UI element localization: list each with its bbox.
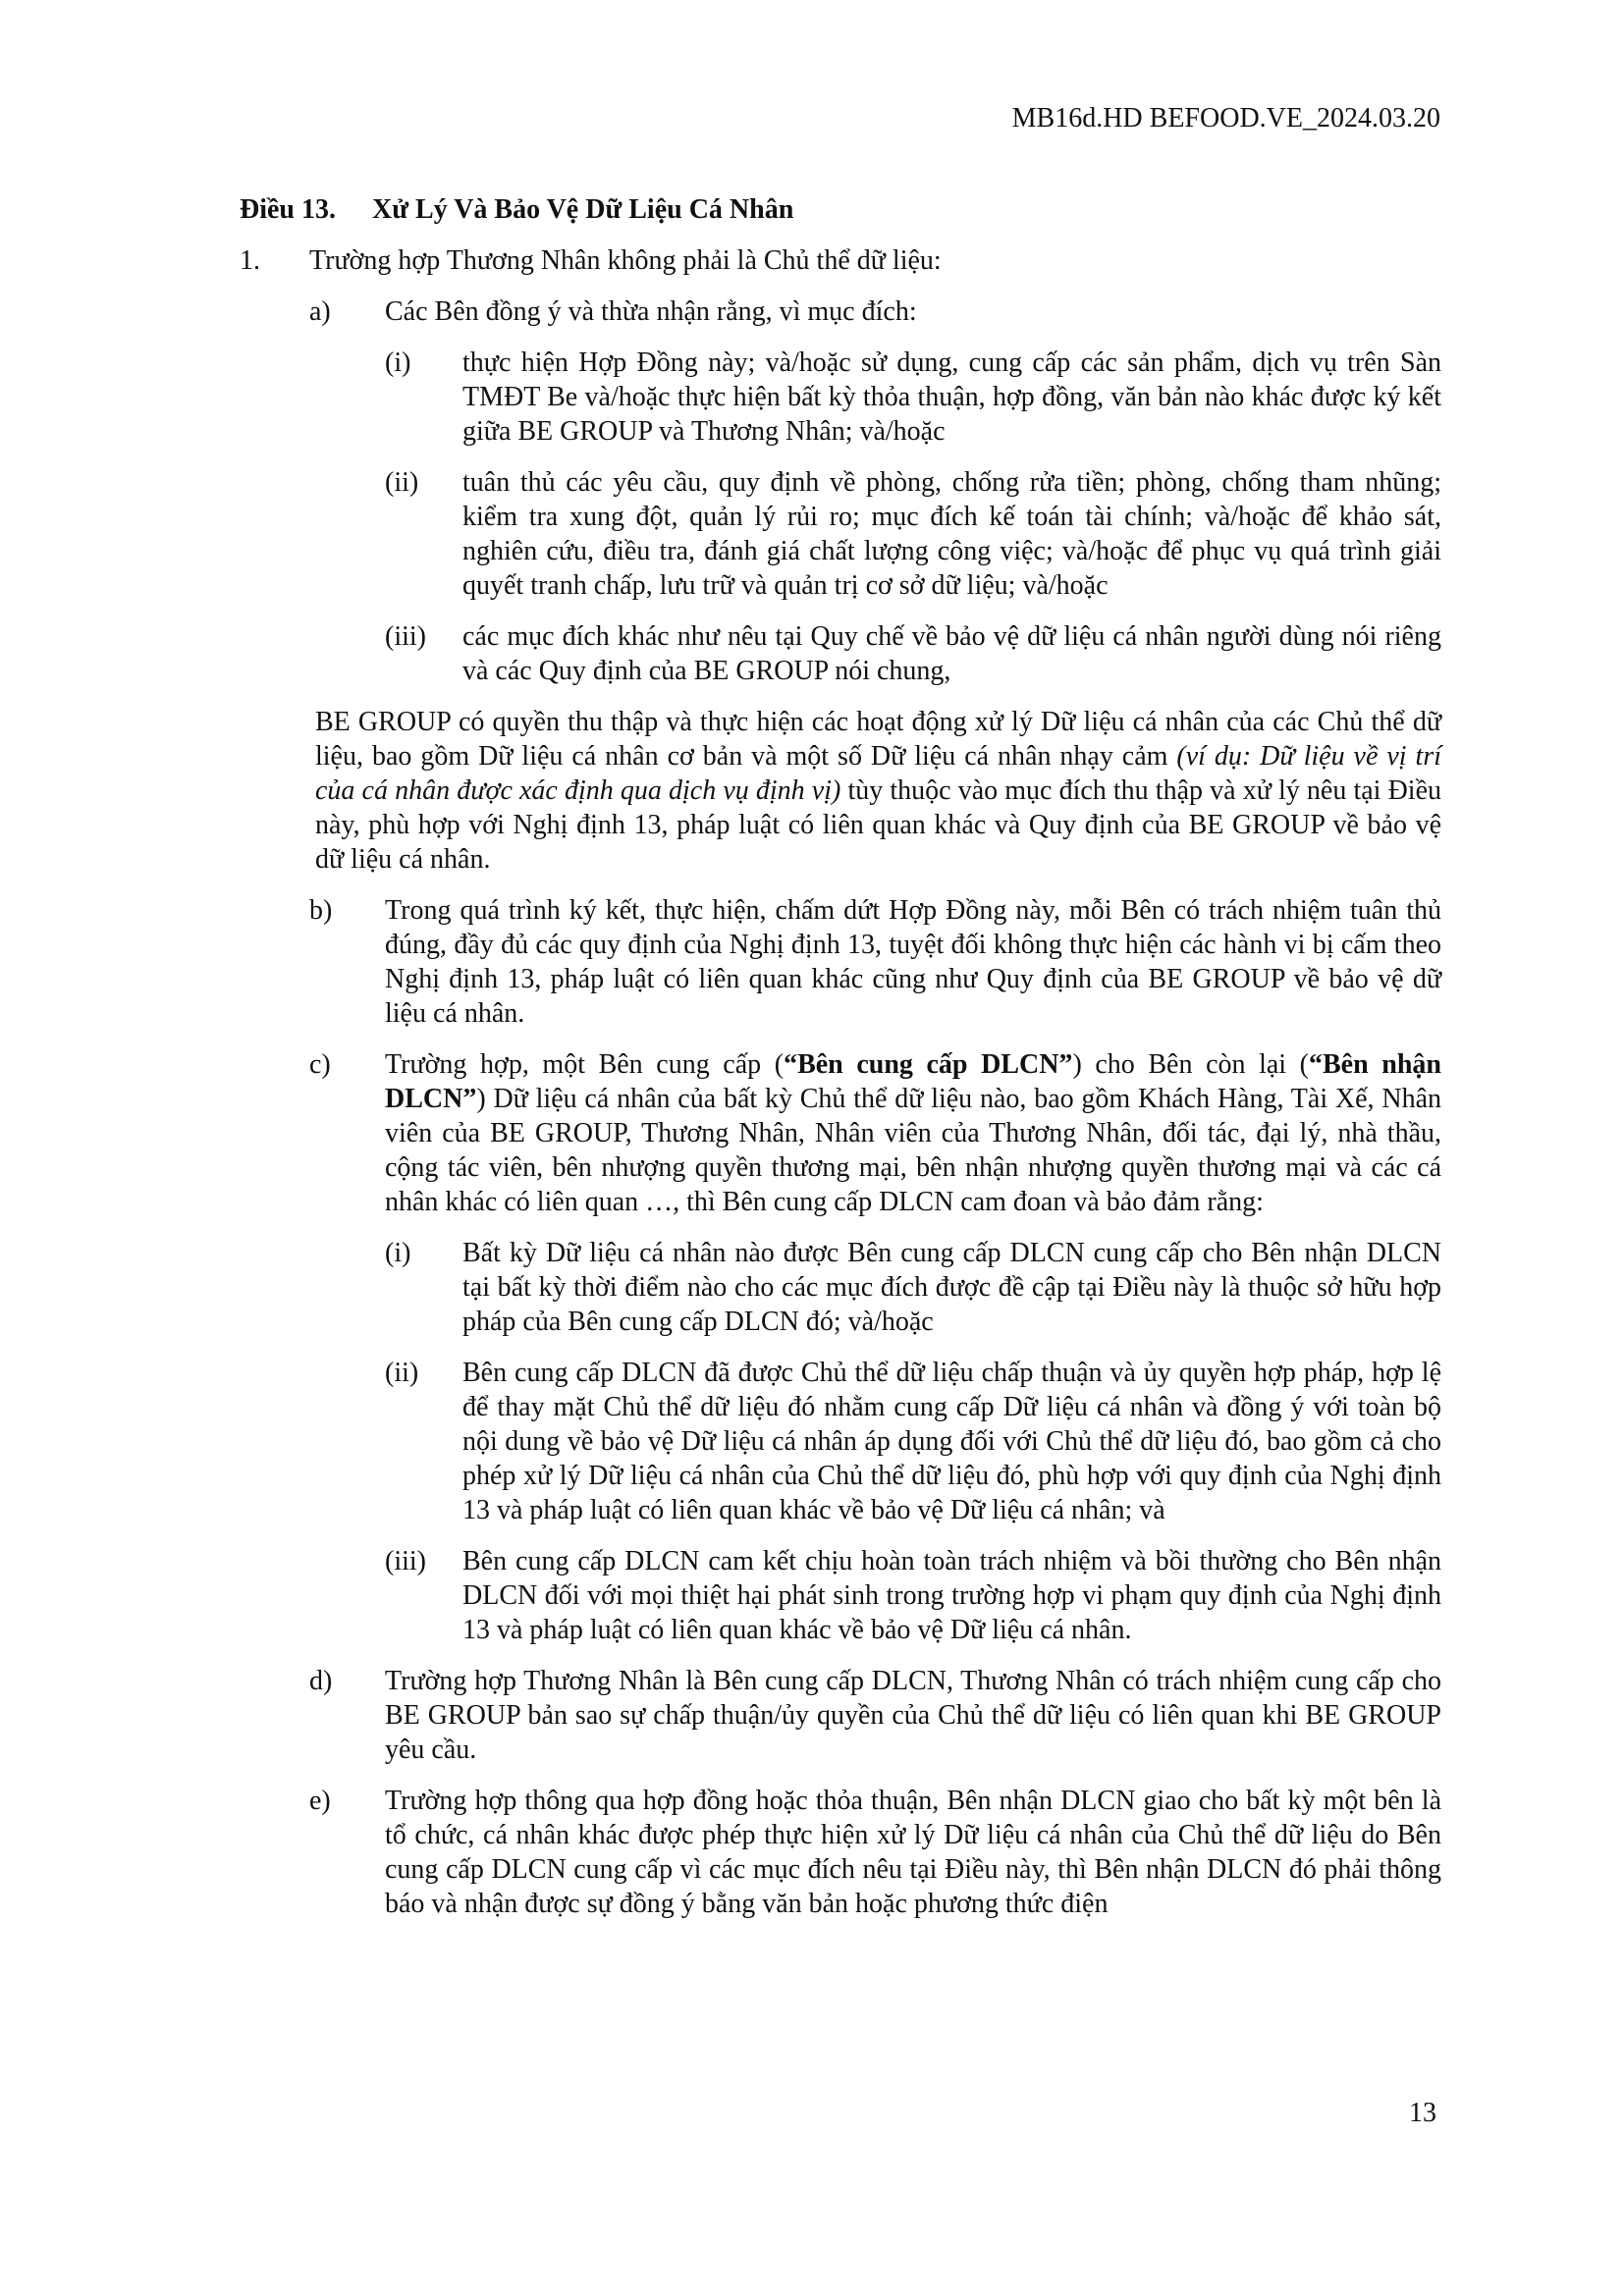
sub-item [385, 1356, 1441, 1527]
item-text: Trong quá trình ký kết, thực hiện, chấm dứt Hợp Đồng này, mỗi Bên có trách nhiệm tuân thủ đúng, đầy đủ các quy định của Nghị định 13, tuyệt đối không thực hiện các hành vi bị cấm theo Nghị định 13, pháp luật có liên quan khác cũng như Quy định của BE GROUP về bảo vệ dữ liệu cá nhân. [385, 895, 1441, 1029]
article-title: Xử Lý Và Bảo Vệ Dữ Liệu Cá Nhân [372, 194, 794, 225]
sub-item-label: (ii) [385, 467, 419, 498]
sub-item-text: Bất kỳ Dữ liệu cá nhân nào được Bên cung cấp DLCN cung cấp cho Bên nhận DLCN tại bất kỳ thời điểm nào cho các mục đích được đề cập tại Điều này là thuộc sở hữu hợp pháp của Bên cung cấp DLCN đó; và/hoặc [462, 1238, 1441, 1337]
conclusion-example: (ví dụ: Dữ liệu về vị trí của cá nhân được xác định qua dịch vụ định vị) [315, 741, 1441, 806]
document-body [240, 192, 1441, 1938]
sub-item-text: thực hiện Hợp Đồng này; và/hoặc sử dụng, cung cấp các sản phẩm, dịch vụ trên Sàn TMĐT Be và/hoặc thực hiện bất kỳ thỏa thuận, hợp đồng, văn bản nào khác được ký kết giữa BE GROUP và Thương Nhân; và/hoặc [462, 347, 1441, 447]
item-label: d) [309, 1666, 333, 1696]
article-number: Điều 13. [240, 194, 336, 225]
item-text: Trường hợp Thương Nhân là Bên cung cấp DLCN, Thương Nhân có trách nhiệm cung cấp cho BE GROUP bản sao sự chấp thuận/ủy quyền của Chủ thể dữ liệu có liên quan khi BE GROUP yêu cầu. [385, 1666, 1441, 1765]
item-b [309, 893, 1441, 1031]
item-text-part: ) cho Bên còn lại ( [1072, 1049, 1309, 1080]
conclusion-text: tùy thuộc vào mục đích thu thập và xử lý nêu tại Điều này, phù hợp với Nghị định 13, pháp luật có liên quan khác và Quy định của BE GROUP về bảo vệ dữ liệu cá nhân. [315, 775, 1441, 875]
document-code: MB16d.HD BEFOOD.VE_2024.03.20 [1011, 103, 1440, 133]
article-heading [240, 192, 1441, 227]
section-label: 1. [240, 245, 260, 276]
item-e [309, 1784, 1441, 1921]
sub-item-label: (i) [385, 1238, 411, 1268]
item-label: a) [309, 296, 331, 327]
sub-item [385, 346, 1441, 449]
item-d [309, 1664, 1441, 1767]
sub-item-label: (i) [385, 347, 411, 378]
item-label: c) [309, 1049, 331, 1080]
sub-item [385, 1544, 1441, 1647]
sub-item-text: Bên cung cấp DLCN cam kết chịu hoàn toàn trách nhiệm và bồi thường cho Bên nhận DLCN đối với mọi thiệt hại phát sinh trong trường hợp vi phạm quy định của Nghị định 13 và pháp luật có liên quan khác về bảo vệ Dữ liệu cá nhân. [462, 1546, 1441, 1645]
item-label: e) [309, 1786, 331, 1816]
sub-item-label: (iii) [385, 1546, 426, 1576]
sub-item-text: Bên cung cấp DLCN đã được Chủ thể dữ liệu chấp thuận và ủy quyền hợp pháp, hợp lệ để thay mặt Chủ thể dữ liệu đó nhằm cung cấp Dữ liệu cá nhân và đồng ý với toàn bộ nội dung về bảo vệ Dữ liệu cá nhân áp dụng đối với Chủ thể dữ liệu đó, bao gồm cả cho phép xử lý Dữ liệu cá nhân của Chủ thể dữ liệu đó, phù hợp với quy định của Nghị định 13 và pháp luật có liên quan khác về bảo vệ Dữ liệu cá nhân; và [462, 1358, 1441, 1525]
page-number: 13 [1409, 2098, 1436, 2128]
item-c [309, 1047, 1441, 1219]
item-text: Trường hợp thông qua hợp đồng hoặc thỏa thuận, Bên nhận DLCN giao cho bất kỳ một bên là tổ chức, cá nhân khác được phép thực hiện xử lý Dữ liệu cá nhân của Chủ thể dữ liệu do Bên cung cấp DLCN cung cấp vì các mục đích nêu tại Điều này, thì Bên nhận DLCN đó phải thông báo và nhận được sự đồng ý bằng văn bản hoặc phương thức điện [385, 1786, 1441, 1919]
sub-item [385, 619, 1441, 688]
item-text-part: ) Dữ liệu cá nhân của bất kỳ Chủ thể dữ liệu nào, bao gồm Khách Hàng, Tài Xế, Nhân viên của BE GROUP, Thương Nhân, Nhân viên của Thương Nhân, đối tác, đại lý, nhà thầu, cộng tác viên, bên nhượng quyền thương mại, bên nhận nhượng quyền thương mại và các cá nhân khác có liên quan …, thì Bên cung cấp DLCN cam đoan và bảo đảm rằng: [385, 1084, 1441, 1217]
item-text: Các Bên đồng ý và thừa nhận rằng, vì mục đích: [385, 296, 917, 327]
sub-item-text: tuân thủ các yêu cầu, quy định về phòng, chống rửa tiền; phòng, chống tham nhũng; kiểm tra xung đột, quản lý rủi ro; mục đích kế toán tài chính; và/hoặc để khảo sát, nghiên cứu, điều tra, đánh giá chất lượng công việc; và/hoặc để phục vụ quá trình giải quyết tranh chấp, lưu trữ và quản trị cơ sở dữ liệu; và/hoặc [462, 467, 1441, 601]
sub-item-label: (ii) [385, 1358, 419, 1388]
defined-term: “Bên nhận DLCN” [385, 1049, 1441, 1114]
item-a [309, 294, 1441, 329]
sub-item [385, 1236, 1441, 1339]
section-text: Trường hợp Thương Nhân không phải là Chủ thể dữ liệu: [309, 245, 942, 276]
sub-item [385, 465, 1441, 603]
item-label: b) [309, 895, 333, 926]
item-text-part: Trường hợp, một Bên cung cấp ( [385, 1049, 785, 1080]
item-a-conclusion [315, 705, 1441, 877]
sub-item-text: các mục đích khác như nêu tại Quy chế về bảo vệ dữ liệu cá nhân người dùng nói riêng và các Quy định của BE GROUP nói chung, [462, 621, 1441, 686]
item-text [385, 1047, 1441, 1219]
section-1 [240, 243, 1441, 278]
sub-item-label: (iii) [385, 621, 426, 652]
defined-term: “Bên cung cấp DLCN” [784, 1049, 1073, 1080]
conclusion-text: BE GROUP có quyền thu thập và thực hiện các hoạt động xử lý Dữ liệu cá nhân của các Chủ thể dữ liệu, bao gồm Dữ liệu cá nhân cơ bản và một số Dữ liệu cá nhân nhạy cảm [315, 707, 1441, 772]
